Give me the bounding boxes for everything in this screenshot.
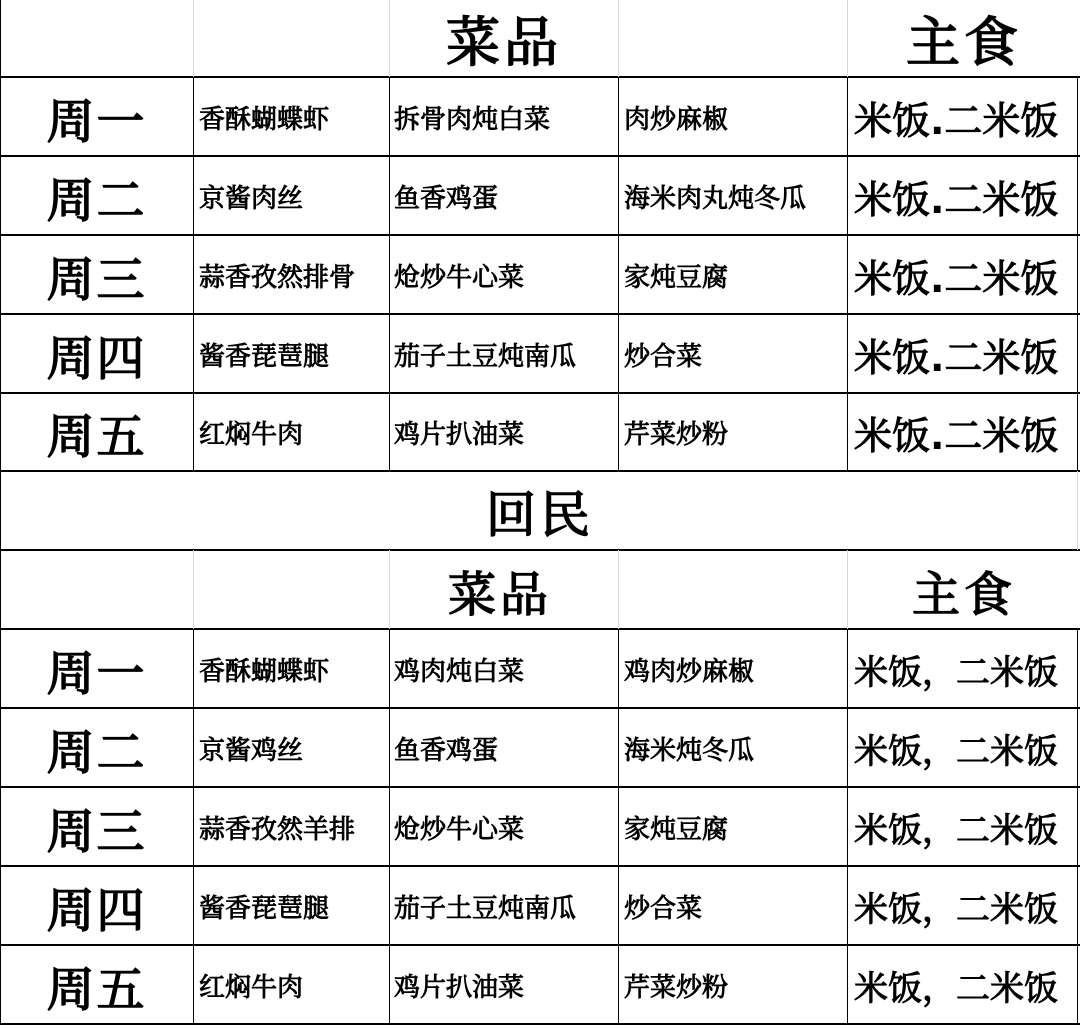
grid-line <box>847 550 848 629</box>
table1-header-row <box>0 0 1080 77</box>
dish-3: 家炖豆腐 <box>624 262 729 293</box>
staple: 米饭.二米饭 <box>854 414 1059 458</box>
grid-line <box>0 1023 1080 1025</box>
table1-row-1 <box>0 78 1080 156</box>
dish-1: 蒜香孜然排骨 <box>199 262 356 293</box>
grid-line <box>0 550 1 1024</box>
grid-line <box>389 550 390 629</box>
day-label: 周三 <box>46 251 147 308</box>
grid-line <box>0 865 1080 867</box>
dish-1: 酱香琵琶腿 <box>199 893 330 924</box>
table2-header-dish: 菜品 <box>447 566 552 623</box>
dish-1: 酱香琵琶腿 <box>199 341 330 372</box>
dish-3: 海米肉丸炖冬瓜 <box>624 183 807 214</box>
dish-1: 京酱肉丝 <box>199 183 304 214</box>
table1-header-staple: 主食 <box>906 11 1022 74</box>
dish-2: 鱼香鸡蛋 <box>394 735 499 766</box>
grid-line <box>0 549 1080 551</box>
table1-row-2 <box>0 157 1080 235</box>
day-label: 周二 <box>46 172 147 229</box>
grid-line <box>0 944 1080 946</box>
grid-line <box>0 76 1080 78</box>
grid-line <box>193 77 194 471</box>
grid-line <box>389 629 390 1024</box>
table2-row-2 <box>0 709 1080 787</box>
day-label: 周五 <box>46 409 147 465</box>
table2-header-row <box>0 551 1080 629</box>
dish-2: 炝炒牛心菜 <box>394 262 525 293</box>
grid-line <box>0 470 1080 472</box>
header-empty-cell <box>0 551 193 629</box>
grid-line <box>618 550 619 629</box>
grid-line <box>847 629 848 1024</box>
dish-2: 鸡片扒油菜 <box>394 420 525 450</box>
grid-line <box>0 0 1 471</box>
grid-line <box>193 629 194 1024</box>
grid-line <box>1077 471 1078 550</box>
grid-line <box>618 629 619 1024</box>
table2-row-4 <box>0 867 1080 945</box>
grid-line <box>847 0 848 77</box>
staple: 米饭，二米饭 <box>854 968 1058 1009</box>
dish-1: 红焖牛肉 <box>199 420 304 450</box>
dish-2: 鱼香鸡蛋 <box>394 183 499 214</box>
header-empty-cell-2 <box>618 551 848 629</box>
dish-1: 蒜香孜然羊排 <box>199 814 356 845</box>
dish-1: 京酱鸡丝 <box>199 735 304 766</box>
table1-row-3 <box>0 236 1080 314</box>
grid-line <box>0 628 1080 630</box>
dish-1: 红焖牛肉 <box>199 972 304 1003</box>
dish-1: 香酥蝴蝶虾 <box>199 104 330 135</box>
dish-3: 炒合菜 <box>624 893 703 924</box>
dish-2: 茄子土豆炖南瓜 <box>394 893 577 924</box>
dish-3: 炒合菜 <box>624 341 703 372</box>
dish-3: 鸡肉炒麻椒 <box>624 656 755 687</box>
grid-line <box>193 550 194 629</box>
staple: 米饭.二米饭 <box>854 256 1059 301</box>
grid-line <box>0 392 1080 394</box>
day-label: 周四 <box>46 330 147 387</box>
table1-header-dish: 菜品 <box>446 11 562 74</box>
grid-line <box>0 786 1080 788</box>
dish-3: 芹菜炒粉 <box>624 972 729 1003</box>
table1-row-5 <box>0 394 1080 471</box>
table2-row-5 <box>0 946 1080 1024</box>
grid-line <box>0 234 1080 236</box>
day-label: 周三 <box>46 803 147 860</box>
grid-line <box>0 155 1080 157</box>
table1-row-4 <box>0 315 1080 393</box>
table2-row-1 <box>0 630 1080 708</box>
grid-line <box>0 707 1080 709</box>
dish-3: 芹菜炒粉 <box>624 420 729 450</box>
dish-1: 香酥蝴蝶虾 <box>199 656 330 687</box>
grid-line <box>389 77 390 471</box>
dish-2: 茄子土豆炖南瓜 <box>394 341 577 372</box>
staple: 米饭.二米饭 <box>854 335 1059 380</box>
dish-3: 肉炒麻椒 <box>624 104 729 135</box>
staple: 米饭.二米饭 <box>854 98 1059 143</box>
dish-3: 海米炖冬瓜 <box>624 735 755 766</box>
day-label: 周一 <box>46 93 147 150</box>
dish-2: 鸡肉炖白菜 <box>394 656 525 687</box>
grid-line <box>0 313 1080 315</box>
day-label: 周二 <box>46 724 147 781</box>
grid-line <box>193 0 194 77</box>
table2-row-3 <box>0 788 1080 866</box>
day-label: 周五 <box>46 961 147 1018</box>
grid-line <box>0 471 1 550</box>
grid-line <box>389 0 390 77</box>
dish-2: 鸡片扒油菜 <box>394 972 525 1003</box>
dish-2: 拆骨肉炖白菜 <box>394 104 551 135</box>
header-empty-cell-2 <box>618 0 848 77</box>
staple: 米饭，二米饭 <box>854 652 1058 693</box>
day-label: 周四 <box>46 882 147 939</box>
grid-line <box>618 77 619 471</box>
staple: 米饭，二米饭 <box>854 731 1058 772</box>
dish-3: 家炖豆腐 <box>624 814 729 845</box>
grid-line <box>847 77 848 471</box>
grid-line <box>1077 629 1078 1024</box>
grid-line <box>618 0 619 77</box>
table2-header-staple: 主食 <box>911 566 1016 623</box>
staple: 米饭，二米饭 <box>854 889 1058 930</box>
staple: 米饭.二米饭 <box>854 177 1059 222</box>
grid-line <box>1077 77 1078 471</box>
section-title: 回民 <box>486 486 594 544</box>
staple: 米饭，二米饭 <box>854 810 1058 851</box>
header-empty-cell <box>0 0 193 77</box>
dish-2: 炝炒牛心菜 <box>394 814 525 845</box>
day-label: 周一 <box>46 645 147 702</box>
